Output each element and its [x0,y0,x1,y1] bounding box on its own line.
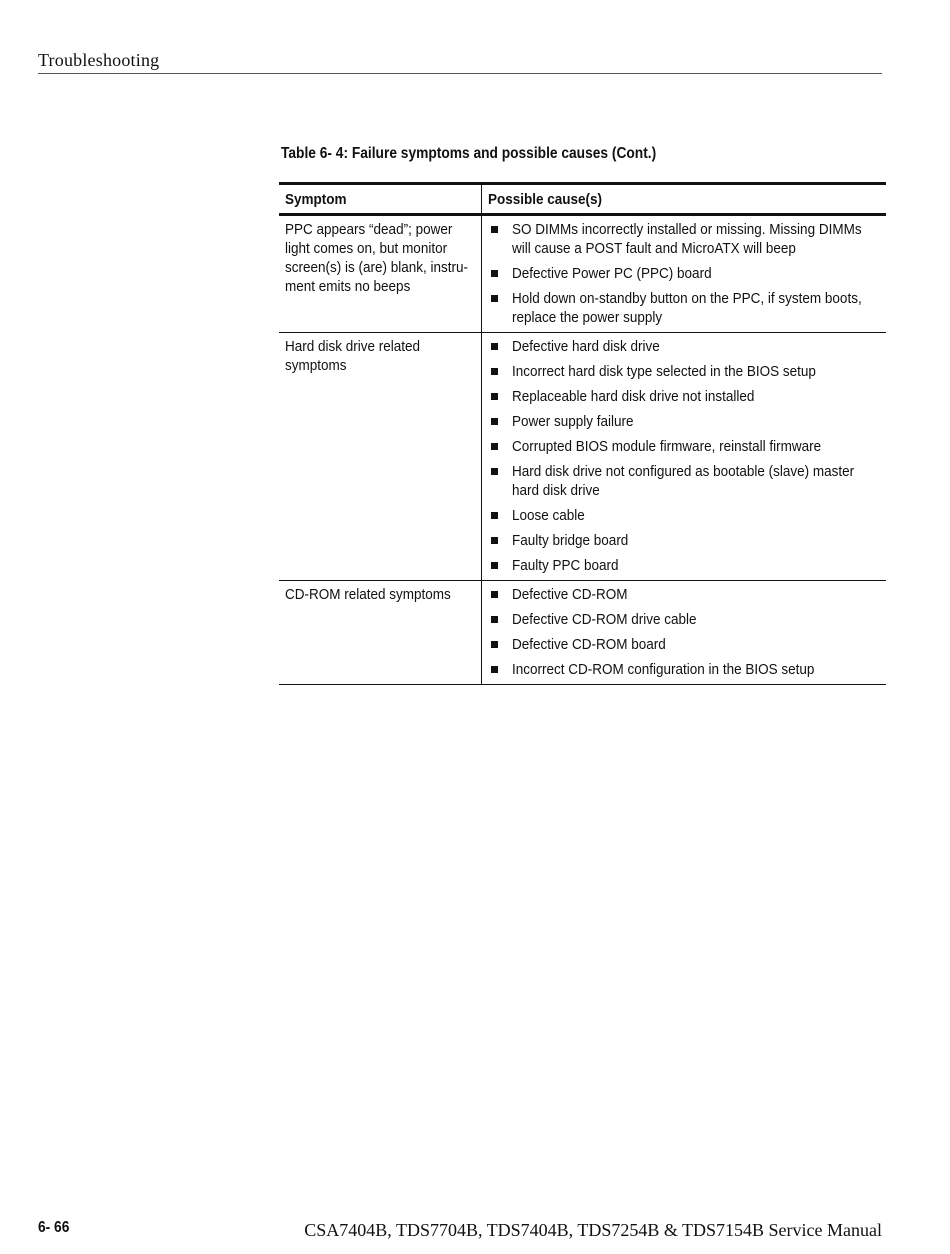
cause-item: Defective Power PC (PPC) board [488,264,881,283]
square-bullet-icon [491,270,498,277]
square-bullet-icon [491,591,498,598]
square-bullet-icon [491,562,498,569]
cause-item: Defective CD-ROM drive cable [488,610,881,629]
square-bullet-icon [491,641,498,648]
cause-item: Replaceable hard disk drive not installed [488,387,881,406]
cause-item: Power supply failure [488,412,881,431]
cause-item: Faulty bridge board [488,531,881,550]
table-header-row [279,184,886,215]
cause-item: Defective hard disk drive [488,337,881,356]
symptom-cell: Hard disk drive related symptoms [279,333,481,581]
square-bullet-icon [491,343,498,350]
cause-item: Incorrect CD-ROM configuration in the BIOS setup [488,660,881,679]
causes-cell [481,581,886,685]
symptom-cell: PPC appears “dead”; power light comes on, but monitor screen(s) is (are) blank, instru- ment emits no beeps [279,215,481,333]
column-header-symptom: Symptom [279,184,481,215]
cause-item: Incorrect hard disk type selected in the BIOS setup [488,362,881,381]
running-header: Troubleshooting [38,50,160,70]
cause-item: SO DIMMs incorrectly installed or missing. Missing DIMMs will cause a POST fault and MicroATX will beep [488,220,881,258]
square-bullet-icon [491,226,498,233]
square-bullet-icon [491,393,498,400]
cause-item: Hold down on-standby button on the PPC, if system boots, replace the power supply [488,289,881,327]
square-bullet-icon [491,666,498,673]
cause-item: Corrupted BIOS module firmware, reinstall firmware [488,437,881,456]
failure-symptoms-table [279,182,886,685]
manual-title: CSA7404B, TDS7704B, TDS7404B, TDS7254B & TDS7154B Service Manual [304,1220,882,1240]
table-caption: Table 6- 4: Failure symptoms and possible causes (Cont.) [281,145,657,162]
symptom-cell: CD-ROM related symptoms [279,581,481,685]
square-bullet-icon [491,443,498,450]
square-bullet-icon [491,295,498,302]
cause-item: Loose cable [488,506,881,525]
cause-item: Defective CD-ROM board [488,635,881,654]
square-bullet-icon [491,537,498,544]
square-bullet-icon [491,468,498,475]
square-bullet-icon [491,418,498,425]
causes-cell [481,333,886,581]
square-bullet-icon [491,512,498,519]
table-row [279,215,886,333]
cause-item: Defective CD-ROM [488,585,881,604]
table-row [279,581,886,685]
header-rule [38,73,882,74]
cause-item: Faulty PPC board [488,556,881,575]
table-row [279,333,886,581]
causes-cell [481,215,886,333]
column-header-causes: Possible cause(s) [481,184,886,215]
cause-item: Hard disk drive not configured as bootable (slave) master hard disk drive [488,462,881,500]
square-bullet-icon [491,368,498,375]
square-bullet-icon [491,616,498,623]
page-number: 6- 66 [38,1219,70,1236]
